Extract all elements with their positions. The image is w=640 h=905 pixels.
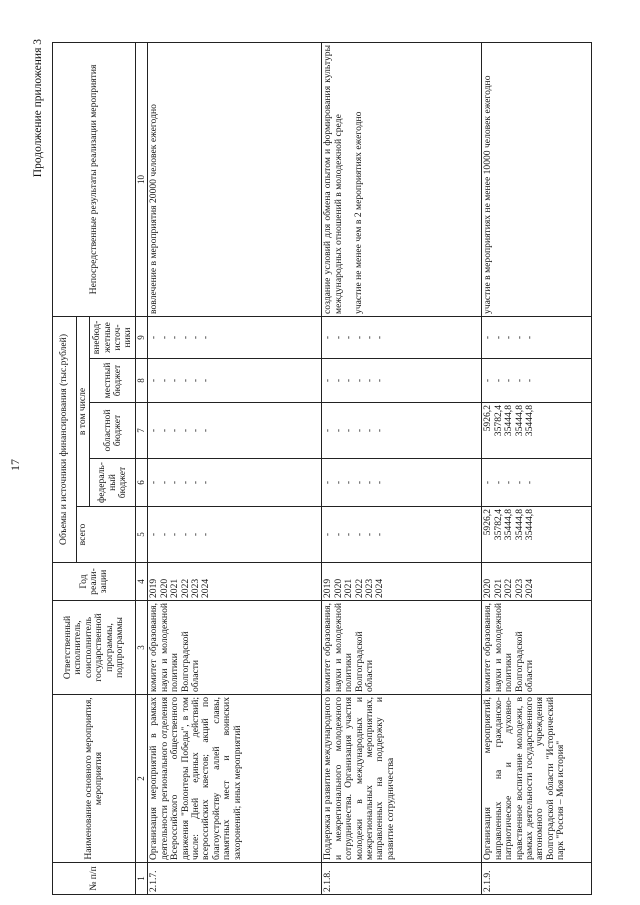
row-local-value: -	[364, 378, 376, 383]
row-years-value: 2024	[374, 578, 386, 598]
row-total-value: -	[200, 532, 212, 537]
program-table	[52, 42, 592, 895]
column-number: 5	[136, 507, 148, 563]
row-local	[482, 359, 592, 403]
row-total-value: 35444,8	[503, 509, 515, 541]
header-including: в том числе	[77, 316, 90, 506]
row-local-value: -	[374, 378, 386, 383]
row-extra-value: -	[148, 335, 160, 340]
row-regional-value: -	[169, 428, 181, 433]
row-federal-value: -	[343, 480, 355, 485]
row-total	[322, 507, 482, 563]
row-extra-value: -	[322, 335, 334, 340]
row-responsible: комитет образования, науки и молодежной политики Волгоградской области	[322, 601, 482, 695]
column-number: 6	[136, 459, 148, 507]
row-years-value: 2021	[169, 578, 181, 598]
row-total-value: -	[158, 532, 170, 537]
row-years-value: 2020	[482, 578, 494, 598]
row-federal	[322, 459, 482, 507]
row-total-value: -	[190, 532, 202, 537]
row-local-value: -	[332, 378, 344, 383]
row-regional-value: -	[353, 428, 365, 433]
row-responsible: комитет образования, науки и молодежной политики Волгоградской области	[148, 601, 322, 695]
column-number: 10	[136, 42, 148, 316]
row-extra-value: -	[179, 335, 191, 340]
row-extra-value: -	[374, 335, 386, 340]
row-years	[482, 563, 592, 601]
header-name: Наименование основного мероприятия, мероприятия	[53, 695, 136, 863]
row-federal-value: -	[513, 480, 525, 485]
row-number: 2.1.8.	[322, 863, 482, 895]
row-local-value: -	[322, 378, 334, 383]
row-number: 2.1.7.	[148, 863, 322, 895]
row-total-value: -	[148, 532, 160, 537]
row-years	[322, 563, 482, 601]
row-regional-value: -	[332, 428, 344, 433]
row-local-value: -	[482, 378, 494, 383]
header-funding: Объемы и источники финансирования (тыс.рублей)	[53, 316, 77, 562]
row-federal-value: -	[524, 480, 536, 485]
row-regional-value: -	[148, 428, 160, 433]
row-local-value: -	[513, 378, 525, 383]
row-years-value: 2019	[322, 578, 334, 598]
row-regional-value: -	[364, 428, 376, 433]
row-federal	[148, 459, 322, 507]
row-extra-value: -	[200, 335, 212, 340]
row-extra-value: -	[482, 335, 494, 340]
row-federal-value: -	[158, 480, 170, 485]
row-extra-value: -	[524, 335, 536, 340]
row-extra-value: -	[158, 335, 170, 340]
row-extra-value: -	[364, 335, 376, 340]
row-total	[148, 507, 322, 563]
header-year: Год реали-зации	[53, 563, 136, 601]
result-text: участие в мероприятиях не менее 10000 человек ежегодно	[482, 75, 494, 314]
row-federal-value: -	[169, 480, 181, 485]
row-years-value: 2022	[353, 578, 365, 598]
row-local-value: -	[343, 378, 355, 383]
header-results: Непосредственные результаты реализации мероприятия	[53, 42, 136, 316]
row-years-value: 2023	[190, 578, 202, 598]
row-local	[148, 359, 322, 403]
row-years-value: 2022	[179, 578, 191, 598]
row-extra	[482, 316, 592, 358]
rotated-page	[0, 25, 640, 905]
row-local-value: -	[148, 378, 160, 383]
row-years-value: 2022	[503, 578, 515, 598]
column-number-row	[136, 42, 148, 894]
table-row	[482, 42, 592, 894]
row-extra-value: -	[190, 335, 202, 340]
row-name: Поддержка и развитие международного и межрегионального молодежного сотрудничества. Организация участия молодежи в международных и межрегиональных мероприятиях, направленных на поддержку и развитие сотрудничества	[322, 695, 482, 863]
row-extra-value: -	[353, 335, 365, 340]
column-number: 7	[136, 403, 148, 459]
column-number: 2	[136, 695, 148, 863]
row-local-value: -	[503, 378, 515, 383]
row-responsible: комитет образования, науки и молодежной политики Волгоградской области	[482, 601, 592, 695]
row-federal-value: -	[364, 480, 376, 485]
row-total-value: -	[374, 532, 386, 537]
row-total-value: -	[364, 532, 376, 537]
row-regional	[482, 403, 592, 459]
row-regional-value: 35444,8	[524, 405, 536, 437]
row-federal-value: -	[332, 480, 344, 485]
row-total-value: -	[179, 532, 191, 537]
row-regional-value: -	[200, 428, 212, 433]
row-extra	[148, 316, 322, 358]
row-years-value: 2024	[200, 578, 212, 598]
row-years-value: 2021	[343, 578, 355, 598]
row-federal-value: -	[148, 480, 160, 485]
row-regional-value: -	[322, 428, 334, 433]
row-local	[322, 359, 482, 403]
table-row	[322, 42, 482, 894]
row-local-value: -	[524, 378, 536, 383]
row-federal-value: -	[200, 480, 212, 485]
row-federal-value: -	[503, 480, 515, 485]
row-local-value: -	[492, 378, 504, 383]
result-text: создание условий для обмена опытом и формирования культуры международных отношений в молодежной среде	[322, 44, 344, 314]
column-number: 3	[136, 601, 148, 695]
row-total-value: -	[353, 532, 365, 537]
row-federal-value: -	[374, 480, 386, 485]
row-regional	[322, 403, 482, 459]
row-regional-value: -	[158, 428, 170, 433]
row-extra-value: -	[169, 335, 181, 340]
row-years-value: 2024	[524, 578, 536, 598]
header-responsible: Ответственный исполнитель, соисполнитель государственной программы, подпрограммы	[53, 601, 136, 695]
row-federal-value: -	[322, 480, 334, 485]
row-regional-value: 5926,2	[482, 405, 494, 432]
row-total-value: 35782,4	[492, 509, 504, 541]
row-results	[322, 42, 482, 316]
row-total-value: 35444,8	[524, 509, 536, 541]
row-extra-value: -	[503, 335, 515, 340]
row-extra-value: -	[332, 335, 344, 340]
row-total-value: 5926,2	[482, 509, 494, 536]
column-number: 4	[136, 563, 148, 601]
row-federal	[482, 459, 592, 507]
column-number: 9	[136, 316, 148, 358]
row-total-value: -	[332, 532, 344, 537]
row-federal-value: -	[492, 480, 504, 485]
row-regional	[148, 403, 322, 459]
column-number: 8	[136, 359, 148, 403]
row-regional-value: -	[343, 428, 355, 433]
page-number: 17	[8, 459, 22, 471]
row-extra-value: -	[513, 335, 525, 340]
row-regional-value: 35444,8	[503, 405, 515, 437]
row-local-value: -	[190, 378, 202, 383]
row-federal-value: -	[179, 480, 191, 485]
row-local-value: -	[353, 378, 365, 383]
header-federal: федераль-ный бюджет	[90, 459, 136, 507]
row-federal-value: -	[482, 480, 494, 485]
row-years-value: 2019	[148, 578, 160, 598]
row-total-value: -	[169, 532, 181, 537]
row-regional-value: 35782,4	[492, 405, 504, 437]
row-years	[148, 563, 322, 601]
header-regional: областной бюджет	[90, 403, 136, 459]
row-extra-value: -	[492, 335, 504, 340]
row-federal-value: -	[353, 480, 365, 485]
row-years-value: 2023	[364, 578, 376, 598]
column-number: 1	[136, 863, 148, 895]
row-results	[482, 42, 592, 316]
header-local: местный бюджет	[90, 359, 136, 403]
row-total-value: -	[322, 532, 334, 537]
row-regional-value: -	[190, 428, 202, 433]
continuation-note: Продолжение приложения 3	[32, 39, 44, 178]
row-regional-value: -	[374, 428, 386, 433]
row-local-value: -	[158, 378, 170, 383]
row-years-value: 2020	[332, 578, 344, 598]
row-total-value: -	[343, 532, 355, 537]
header-total: всего	[77, 507, 136, 563]
result-text: участие не менее чем в 2 мероприятиях ежегодно	[353, 111, 365, 314]
row-local-value: -	[179, 378, 191, 383]
row-years-value: 2023	[513, 578, 525, 598]
row-local-value: -	[200, 378, 212, 383]
row-extra	[322, 316, 482, 358]
row-total	[482, 507, 592, 563]
row-regional-value: 35444,8	[513, 405, 525, 437]
row-years-value: 2020	[158, 578, 170, 598]
row-total-value: 35444,8	[513, 509, 525, 541]
row-years-value: 2021	[492, 578, 504, 598]
table-row	[148, 42, 322, 894]
header-extra: внебюд-жетные источ-ники	[90, 316, 136, 358]
row-federal-value: -	[190, 480, 202, 485]
row-name: Организация мероприятий в рамках деятельности регионального отделения Всероссийского общественного движения "Волонтеры Победы", в том числе: Дней единых действий; всероссийских квестов; акций по благоустройству аллей славы, памятных мест и воинских захоронений; иных мероприятий	[148, 695, 322, 863]
row-regional-value: -	[179, 428, 191, 433]
row-number: 2.1.9.	[482, 863, 592, 895]
row-extra-value: -	[343, 335, 355, 340]
result-text: вовлечение в мероприятия 20000 человек ежегодно	[148, 104, 160, 314]
row-local-value: -	[169, 378, 181, 383]
row-name: Организация мероприятий, направленных на гражданско-патриотическое и духовно-нравственное воспитание молодежи, в рамках деятельности государственного автономного учреждения Волгоградской области "Исторический парк "Россия – Моя история"	[482, 695, 592, 863]
header-num: № п/п	[53, 863, 136, 895]
row-results	[148, 42, 322, 316]
